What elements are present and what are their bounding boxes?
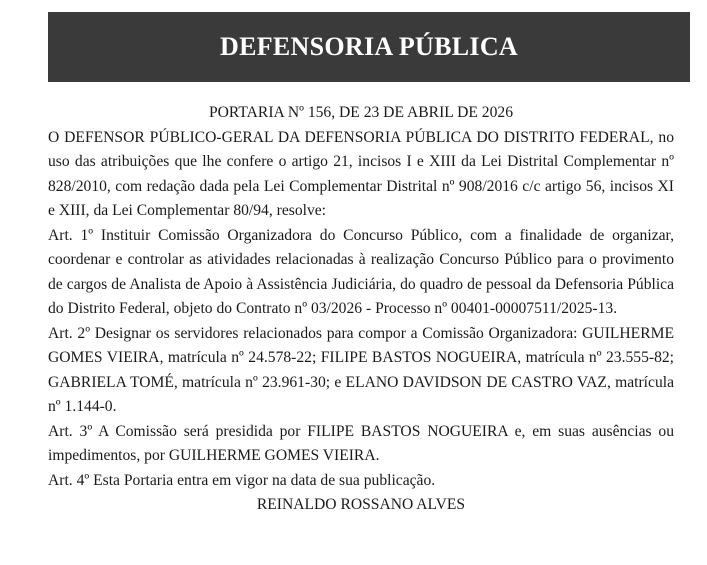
ordinance-heading: PORTARIA Nº 156, DE 23 DE ABRIL DE 2026 — [209, 104, 513, 121]
article-3: Art. 3º A Comissão será presidida por FILIPE BASTOS NOGUEIRA e, em suas ausências ou impedimentos, por GUILHERME GOMES VIEIRA. — [48, 422, 674, 464]
article-1: Art. 1º Instituir Comissão Organizadora do Concurso Público, com a finalidade de organizar, coordenar e controlar as atividades relacionadas à realização Concurso Público para o provimento de cargos de Analista de Apoio à Assistência Judiciária, do quadro de pessoal da Defensoria Pública do Distrito Federal, objeto do Contrato nº 03/2026 - Processo nº 00401-00007511/2025-13. — [48, 226, 674, 317]
signatory-name: REINALDO ROSSANO ALVES — [256, 496, 466, 513]
preamble-paragraph: O DEFENSOR PÚBLICO-GERAL DA DEFENSORIA PÚBLICA DO DISTRITO FEDERAL, no uso das atribuições que lhe confere o artigo 21, incisos I e XIII da Lei Distrital Complementar nº 828/2010, com redação dada pela Lei Complementar Distrital nº 908/2016 c/c artigo 56, incisos XI e XIII, da Lei Complementar 80/94, resolve: — [48, 128, 674, 219]
article-4: Art. 4º Esta Portaria entra em vigor na data de sua publicação. — [48, 471, 436, 489]
document-body — [48, 101, 674, 518]
header-banner — [48, 12, 690, 82]
header-title: DEFENSORIA PÚBLICA — [220, 32, 518, 61]
article-2: Art. 2º Designar os servidores relacionados para compor a Comissão Organizadora: GUILHERME GOMES VIEIRA, matrícula nº 24.578-22; FILIPE BASTOS NOGUEIRA, matrícula nº 23.555-82; GABRIELA TOMÉ, matrícula nº 23.961-30; e ELANO DAVIDSON DE CASTRO VAZ, matrícula nº 1.144-0. — [48, 324, 674, 415]
